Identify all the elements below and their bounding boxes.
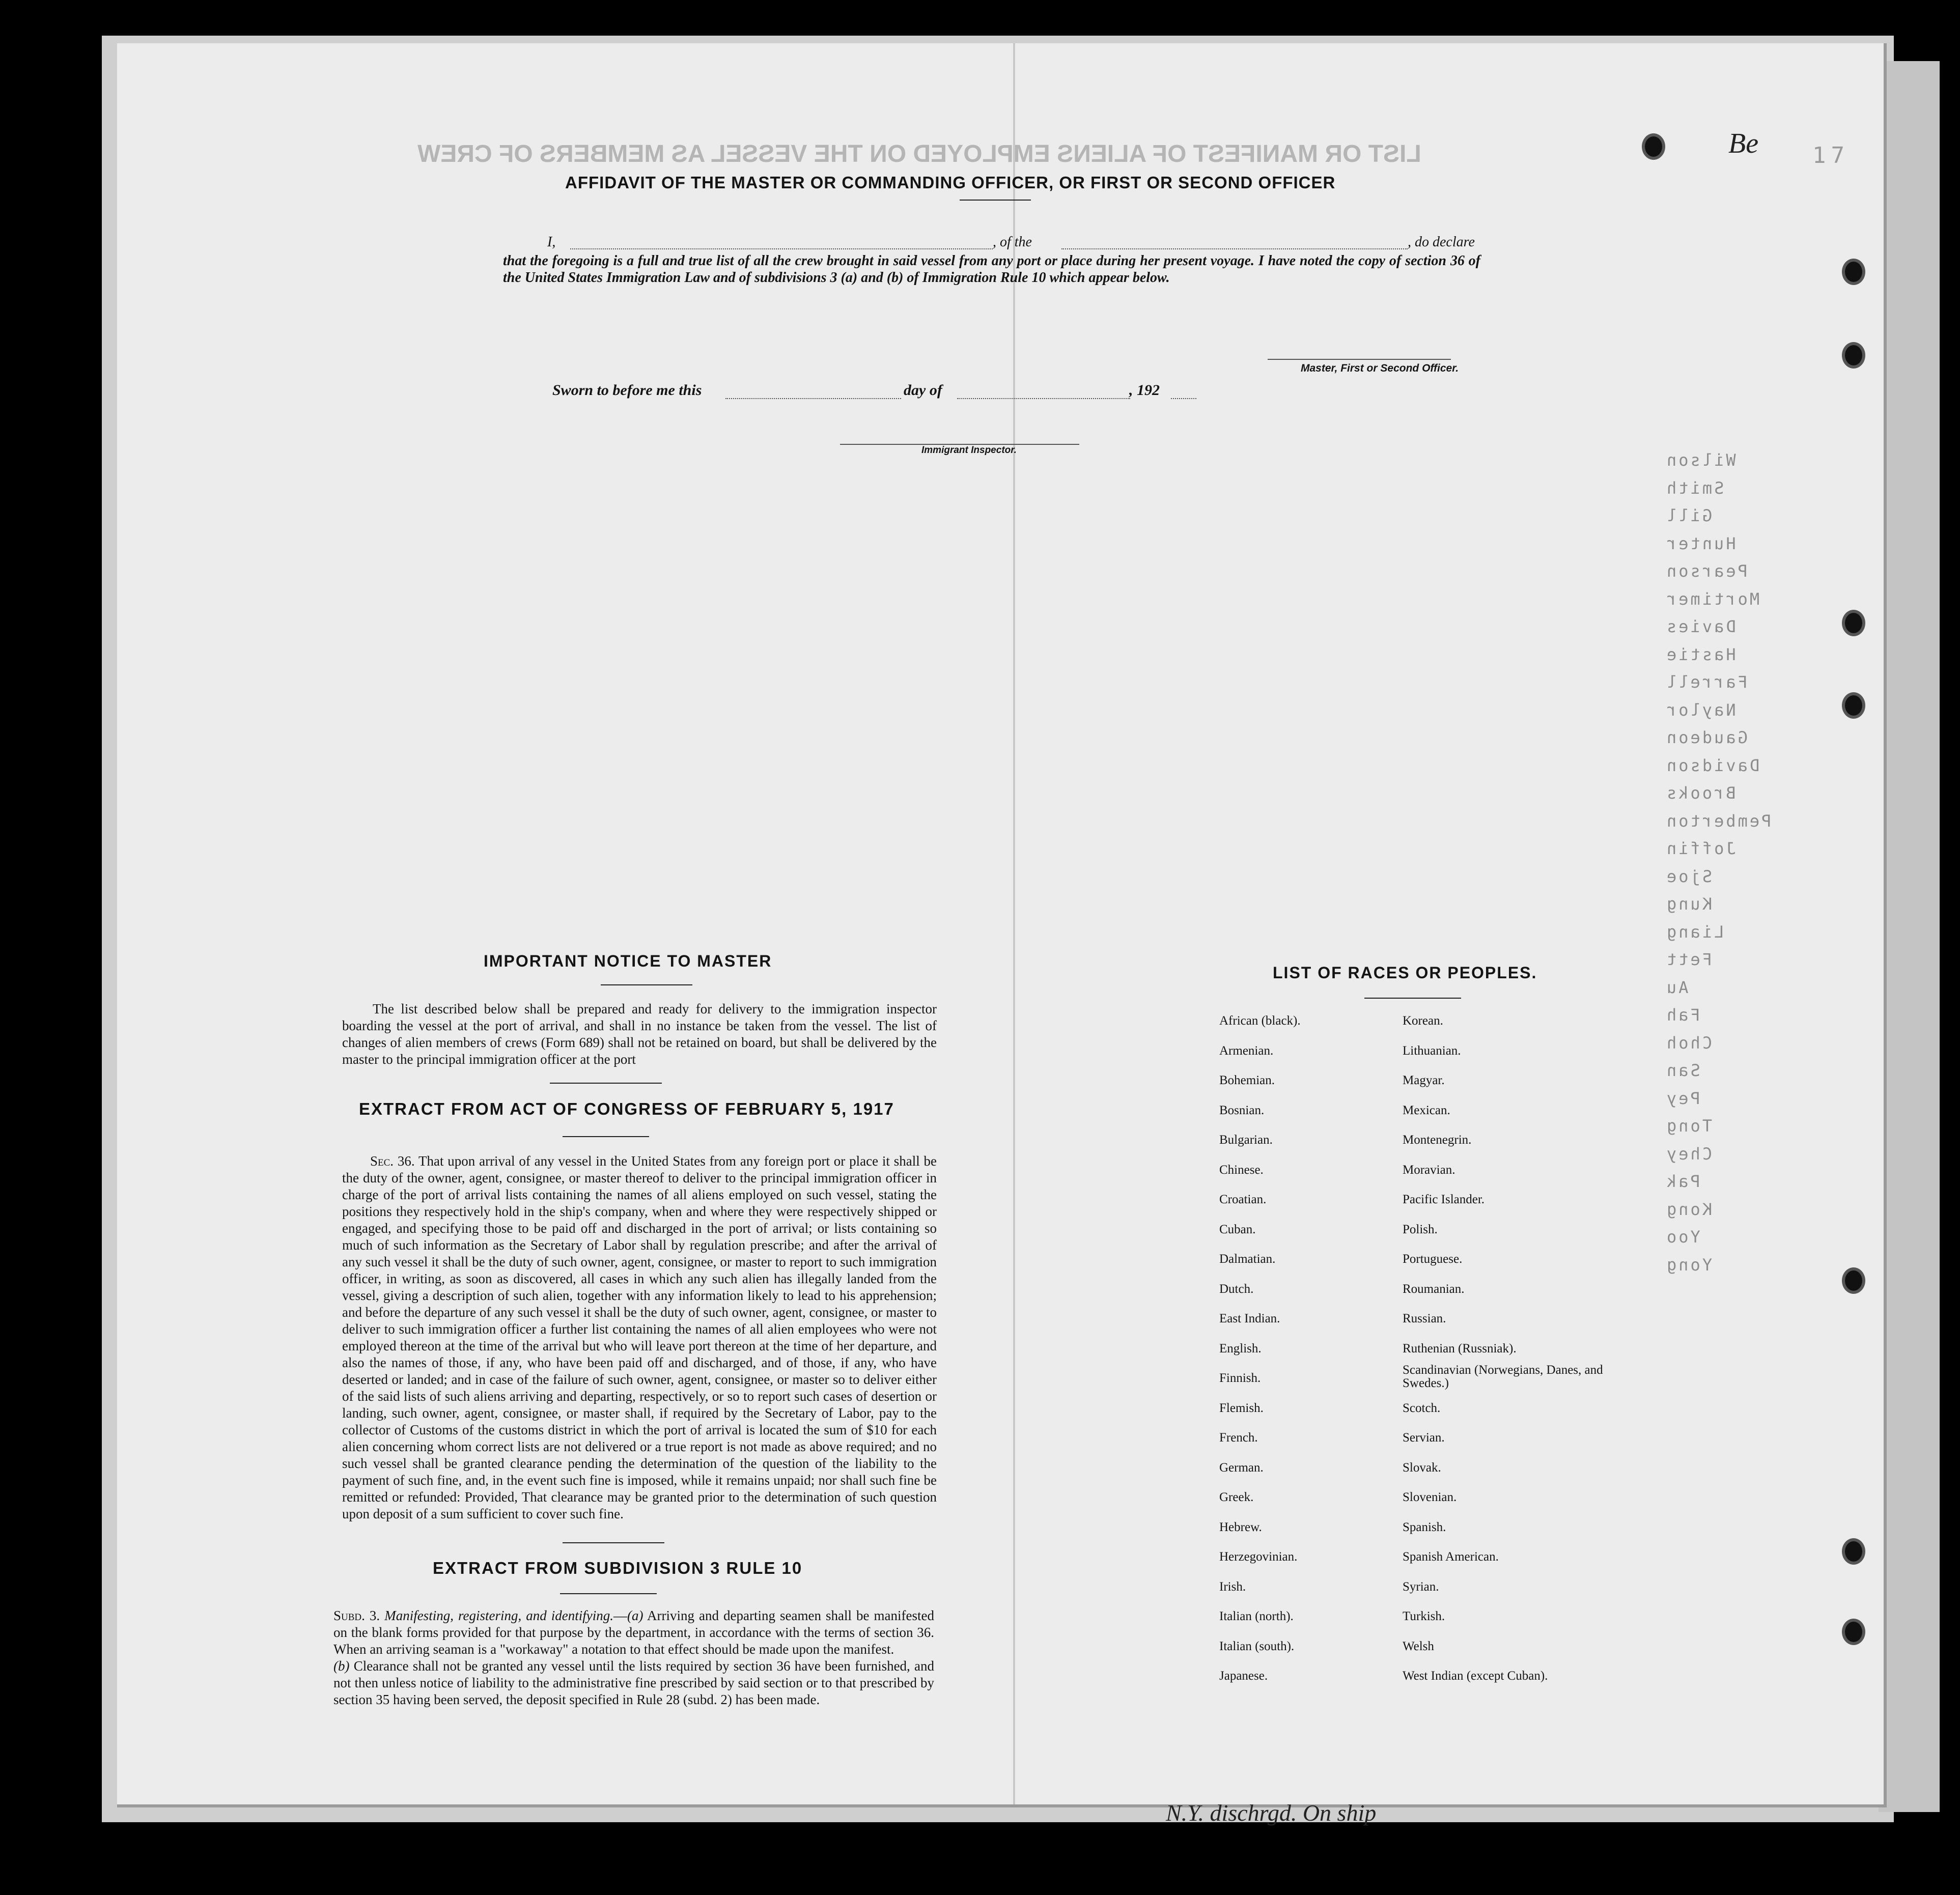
race-item: Italian (south).	[1219, 1639, 1295, 1653]
punch-hole	[1842, 610, 1865, 636]
reverse-page-number: 17	[1812, 143, 1850, 168]
race-item: Magyar.	[1403, 1073, 1445, 1087]
act-underline	[563, 1136, 649, 1137]
handwritten-mark: Be	[1728, 128, 1759, 159]
reverse-surname: Fah	[1665, 1005, 1700, 1025]
reverse-surname: Pemberton	[1665, 811, 1772, 831]
reverse-surname: Pey	[1665, 1088, 1700, 1108]
race-item: Herzegovinian.	[1219, 1550, 1298, 1564]
race-item: Slovenian.	[1403, 1490, 1457, 1504]
year-blank	[1171, 398, 1196, 399]
race-item: Polish.	[1403, 1222, 1438, 1236]
reverse-surname: Hastie	[1665, 644, 1736, 664]
reverse-surname: Yoo	[1665, 1227, 1700, 1247]
race-item: Chinese.	[1219, 1163, 1264, 1177]
day-of: day of	[904, 382, 942, 399]
month-blank	[957, 398, 1130, 399]
race-item: German.	[1219, 1460, 1264, 1475]
divider	[563, 1542, 664, 1543]
race-item: Slovak.	[1403, 1460, 1441, 1475]
rule-body: Subd. 3. Manifesting, registering, and identifying.—(a) Arriving and departing seamen shall be manifested on the blank forms provided for that purpose by the department, in accordance with the terms of section 36. When an arriving seaman is a "workaway" a notation to that effect should be made upon the manifest. (b) Clearance shall not be granted any vessel until the lists required by section 36 have been furnished, and not then unless notice of liability to the administrative fine prescribed by said section or to that prescribed by section 35 having been served, the deposit specified in Rule 28 (subd. 2) has been made.	[333, 1608, 935, 1707]
races-title: LIST OF RACES OR PEOPLES.	[1273, 964, 1537, 982]
underlying-page-edge	[1879, 61, 1940, 1812]
race-item: Dalmatian.	[1219, 1252, 1276, 1266]
reverse-surname: Sjoe	[1665, 866, 1713, 886]
rule-underline	[560, 1593, 657, 1594]
reverse-surname: Gaudeon	[1665, 728, 1748, 747]
race-item: Scandinavian (Norwegians, Danes, and Swedes.)	[1403, 1364, 1603, 1390]
punch-hole	[1842, 259, 1865, 285]
punch-hole	[1842, 1538, 1865, 1565]
reverse-surname: Fett	[1665, 950, 1713, 969]
race-item: Russian.	[1403, 1312, 1446, 1325]
races-underline	[1364, 998, 1461, 999]
race-item: Irish.	[1219, 1579, 1246, 1594]
reverse-surname: Kong	[1665, 1199, 1713, 1219]
reverse-surname: Joffin	[1665, 839, 1736, 858]
race-item: English.	[1219, 1341, 1262, 1355]
race-item: Servian.	[1403, 1431, 1445, 1445]
race-item: Moravian.	[1403, 1163, 1455, 1177]
race-item: Cuban.	[1219, 1222, 1256, 1236]
race-item: Bulgarian.	[1219, 1133, 1273, 1147]
race-item: Armenian.	[1219, 1043, 1274, 1058]
race-item: Hebrew.	[1219, 1520, 1262, 1534]
race-item: Lithuanian.	[1403, 1043, 1461, 1058]
inspector-caption: Immigrant Inspector.	[921, 445, 1017, 456]
part-b-label: (b)	[333, 1658, 350, 1674]
race-item: Ruthenian (Russniak).	[1403, 1341, 1517, 1355]
reverse-surname: Choh	[1665, 1033, 1713, 1053]
vessel-blank	[1061, 248, 1408, 249]
race-item: Croatian.	[1219, 1193, 1267, 1206]
race-item: Scotch.	[1403, 1401, 1441, 1415]
notice-underline	[601, 984, 692, 985]
race-item: Montenegrin.	[1403, 1133, 1472, 1147]
race-item: Pacific Islander.	[1403, 1193, 1485, 1206]
reverse-header-ghost: LIST OR MANIFEST OF ALIENS EMPLOYED ON THE VESSEL AS MEMBERS OF CREW	[417, 140, 1421, 167]
page-fold	[1013, 43, 1015, 1804]
race-item: Korean.	[1403, 1014, 1443, 1028]
race-item: Dutch.	[1219, 1282, 1254, 1296]
affidavit-body: that the foregoing is a full and true list of all the crew brought in said vessel from any port or place during her present voyage. I have noted the copy of section 36 of the United States Immigration Law and of subdivisions 3 (a) and (b) of Immigration Rule 10 which appear below.	[503, 253, 1480, 286]
punch-hole	[1842, 342, 1865, 369]
signature-caption: Master, First or Second Officer.	[1301, 362, 1459, 374]
punch-hole	[1642, 133, 1665, 160]
reverse-surname: Gill	[1665, 506, 1713, 525]
sworn-before: Sworn to before me this	[552, 382, 702, 399]
title-underline	[960, 200, 1031, 201]
act-section-text: That upon arrival of any vessel in the United States from any foreign port or place it shall be the duty of the owner, agent, consignee, or master thereof to deliver to the principal immigration officer in charge of the port of arrival lists containing the names of all aliens employed on such vessel, stating the positions they respectively hold in the ship's company, when and where they were respectively shipped or engaged, and specifying those to be paid off and discharged in the port of arrival; or lists containing so much of such information as the Secretary of Labor shall by regulation prescribe; and after the arrival of any such vessel it shall be the duty of such owner, agent, consignee, or master to report to such immigration officer, in writing, as soon as discovered, all cases in which any such alien has illegally landed from the vessel, giving a description of such alien, together with any information likely to lead to his apprehension; and before the departure of any such vessel it shall be the duty of such owner, agent, consignee, or master to deliver to such immigration officer a further list containing the names of all alien employees who were not employed thereon at the time of the arrival but who will leave port thereon at the time of her departure, and also the names of those, if any, who have been paid off and discharged, and of those, if any, who have deserted or landed; and in case of the failure of such owner, agent, consignee, or master so to deliver either of the said lists of such aliens arriving and departing, respectively, or so to report such cases of desertion or landing, such owner, agent, consignee, or master shall, if required by the Secretary of Labor, pay to the collector of Customs of the customs district in which the port of arrival is located the sum of $10 for each alien concerning whom correct lists are not delivered or a true report is not made as above required; and no such vessel shall be granted clearance pending the determination of the question of the liability to the payment of such fine, and, in the event such fine is imposed, while it remains unpaid; nor shall such fine be remitted or refunded: Provided, That clearance may be granted prior to the determination of such question upon deposit of a sum sufficient to cover such fine.	[342, 1153, 937, 1521]
affidavit-line-i: I,	[547, 234, 556, 250]
race-item: African (black).	[1219, 1014, 1301, 1028]
race-item: Finnish.	[1219, 1371, 1261, 1385]
reverse-surname: Brooks	[1665, 783, 1736, 803]
rule-title: EXTRACT FROM SUBDIVISION 3 RULE 10	[433, 1559, 803, 1577]
race-item: French.	[1219, 1431, 1258, 1445]
reverse-surname: Hunter	[1665, 533, 1736, 553]
race-item: Greek.	[1219, 1490, 1254, 1504]
reverse-surname: Pearson	[1665, 561, 1748, 581]
act-title: EXTRACT FROM ACT OF CONGRESS OF FEBRUARY 5, 1917	[359, 1099, 894, 1118]
race-item: Welsh	[1403, 1639, 1434, 1653]
reverse-surname: Chey	[1665, 1144, 1713, 1164]
punch-hole	[1842, 1267, 1865, 1294]
reverse-surname: Davidson	[1665, 755, 1760, 775]
race-item: Bohemian.	[1219, 1073, 1275, 1087]
race-item: Flemish.	[1219, 1401, 1264, 1415]
reverse-surname: Naylor	[1665, 700, 1736, 720]
punch-hole	[1842, 692, 1865, 719]
races-right-column	[1403, 1006, 1616, 1691]
races-left-column	[1219, 1006, 1301, 1691]
reverse-surname: Kung	[1665, 894, 1713, 914]
race-item: Mexican.	[1403, 1103, 1450, 1117]
race-item: Spanish American.	[1403, 1550, 1499, 1564]
affidavit-do-declare: , do declare	[1408, 234, 1475, 250]
reverse-surname: Tong	[1665, 1116, 1713, 1136]
race-item: Japanese.	[1219, 1669, 1268, 1683]
race-item: Italian (north).	[1219, 1609, 1294, 1623]
reverse-surname: Yong	[1665, 1255, 1713, 1275]
race-item: East Indian.	[1219, 1312, 1280, 1325]
race-item: Roumanian.	[1403, 1282, 1465, 1296]
reverse-surname: Davies	[1665, 617, 1736, 636]
race-item: Syrian.	[1403, 1579, 1439, 1594]
day-blank	[725, 398, 901, 399]
race-item: Turkish.	[1403, 1609, 1445, 1623]
part-a-text: Arriving and departing seamen shall be manifested on the blank forms provided for that purpose by the department, in accordance with the terms of section 36. When an arriving seaman is a "workaway" a notation to that effect should be made upon the manifest.	[333, 1608, 935, 1657]
signature-line	[1268, 359, 1451, 360]
part-a-label: (a)	[627, 1608, 643, 1623]
subd-label: Subd. 3.	[333, 1608, 380, 1623]
race-item: Bosnian.	[1219, 1103, 1265, 1117]
act-section-label: Sec. 36.	[370, 1153, 415, 1169]
name-blank	[570, 248, 993, 249]
divider	[550, 1083, 662, 1084]
year-prefix: , 192	[1129, 382, 1160, 399]
part-b-text: Clearance shall not be granted any vessel until the lists required by section 36 have been furnished, and not then unless notice of liability to the administrative fine prescribed by said section or to that prescribed by section 35 having been served, the deposit specified in Rule 28 (subd. 2) has been made.	[333, 1658, 934, 1707]
manifest-sheet	[117, 43, 1887, 1807]
reverse-surname: Smith	[1665, 478, 1724, 498]
notice-body: The list described below shall be prepared and ready for delivery to the immigration inspector boarding the vessel at the port of arrival, and shall in no instance be taken from the vessel. The list of changes of alien members of crews (Form 689) shall not be retained on board, but shall be delivered by the master to the principal immigration officer at the port	[342, 1001, 937, 1067]
reverse-surname: Mortimer	[1665, 589, 1760, 609]
affidavit-of-the: , of the	[993, 234, 1032, 250]
reverse-surname: Liang	[1665, 922, 1724, 942]
race-item: Spanish.	[1403, 1520, 1446, 1534]
reverse-surname: San	[1665, 1061, 1700, 1080]
reverse-surname: Wilson	[1665, 450, 1736, 470]
handwritten-note: N.Y. dischrgd. On ship	[1166, 1800, 1377, 1826]
race-item: Portuguese.	[1403, 1252, 1463, 1266]
race-item: West Indian (except Cuban).	[1403, 1669, 1548, 1683]
act-body	[342, 1153, 937, 1522]
punch-hole	[1842, 1619, 1865, 1645]
affidavit-title: AFFIDAVIT OF THE MASTER OR COMMANDING OFFICER, OR FIRST OR SECOND OFFICER	[565, 173, 1336, 192]
subd-heading: Manifesting, registering, and identifying.	[384, 1608, 613, 1623]
reverse-surname: Au	[1665, 977, 1689, 997]
reverse-surname: Pak	[1665, 1172, 1700, 1191]
notice-title: IMPORTANT NOTICE TO MASTER	[484, 952, 772, 970]
reverse-surname: Farrell	[1665, 672, 1748, 692]
